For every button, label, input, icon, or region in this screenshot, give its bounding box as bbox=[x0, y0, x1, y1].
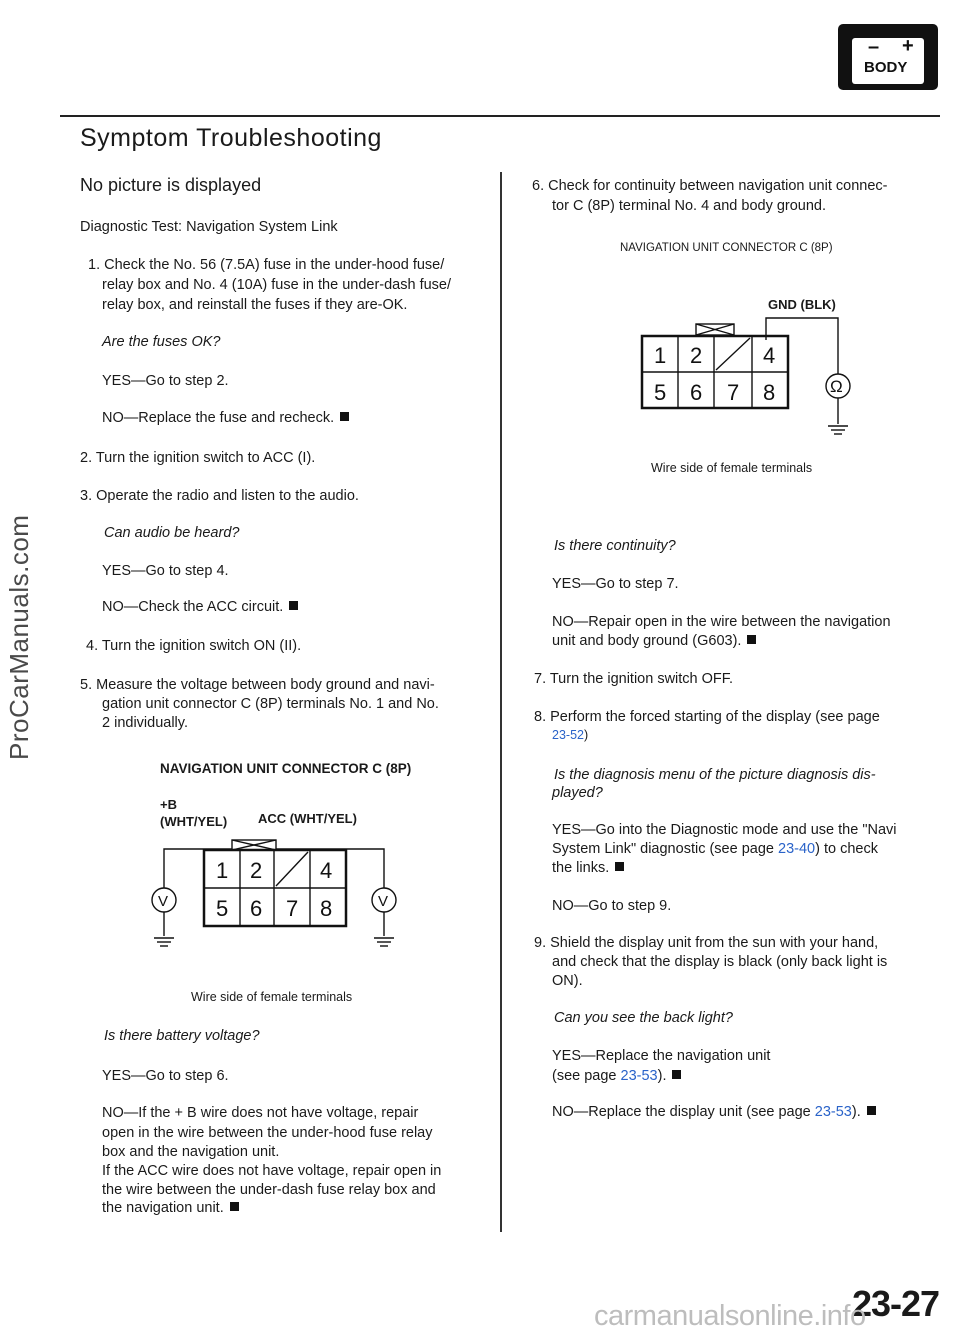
paren: ) bbox=[583, 728, 589, 742]
step-1-no bbox=[102, 409, 349, 428]
step-9-no-text-a: NO—Replace the display unit (see page bbox=[552, 1104, 815, 1120]
step-6-line-1: 6. Check for continuity between navigation unit connec- bbox=[532, 178, 888, 194]
pin-label: 4 bbox=[763, 343, 776, 368]
step-9-yes-line-2 bbox=[552, 1067, 681, 1086]
step-5-no-line-4: If the ACC wire does not have voltage, repair open in bbox=[102, 1163, 442, 1179]
page-number: 23-27 bbox=[852, 1283, 940, 1324]
step-8-yes-line-2 bbox=[552, 840, 878, 859]
step-5-line-2: gation unit connector C (8P) terminals No. 1 and No. bbox=[102, 696, 439, 712]
step-1-line-2: relay box and No. 4 (10A) fuse in the under-dash fuse/ bbox=[102, 277, 452, 293]
pin-label: 7 bbox=[727, 380, 740, 405]
step-8-yes-text-b: ) to check bbox=[815, 841, 878, 857]
pin-label: 6 bbox=[250, 896, 263, 921]
body-label: BODY bbox=[864, 59, 908, 76]
diagram-1-caption: Wire side of female terminals bbox=[191, 990, 353, 1004]
step-8-yes-line-1: YES—Go into the Diagnostic mode and use the "Navi bbox=[552, 822, 897, 838]
step-9-line-1: 9. Shield the display unit from the sun with your hand, bbox=[534, 935, 879, 951]
voltmeter-icon: V bbox=[378, 893, 389, 910]
step-8-line-2 bbox=[552, 727, 588, 744]
step-6-line-2: tor C (8P) terminal No. 4 and body ground. bbox=[552, 198, 827, 214]
end-square-icon bbox=[672, 1070, 681, 1079]
step-3-yes: YES—Go to step 4. bbox=[102, 563, 229, 579]
step-5-yes: YES—Go to step 6. bbox=[102, 1068, 229, 1084]
step-8-yes-text-a: System Link" diagnostic (see page bbox=[552, 841, 778, 857]
step-1-yes: YES—Go to step 2. bbox=[102, 373, 229, 389]
step-6-no-line-1: NO—Repair open in the wire between the navigation bbox=[552, 614, 891, 630]
step-5-no-line-6 bbox=[102, 1199, 239, 1218]
page-link-23-53[interactable]: 23-53 bbox=[814, 1104, 852, 1120]
step-9-no bbox=[552, 1103, 876, 1122]
step-3-no-text: NO—Check the ACC circuit. bbox=[102, 599, 284, 615]
diagram-2-gnd: GND (BLK) bbox=[768, 297, 836, 312]
pin-label: 5 bbox=[654, 380, 667, 405]
step-5-line-3: 2 individually. bbox=[102, 715, 188, 731]
step-8-no: NO—Go to step 9. bbox=[552, 898, 672, 914]
diagram-1-plusb-color: (WHT/YEL) bbox=[160, 814, 228, 829]
pin-label: 1 bbox=[216, 858, 229, 883]
diagram-1-title: NAVIGATION UNIT CONNECTOR C (8P) bbox=[160, 761, 412, 776]
step-9-yes-line-1: YES—Replace the navigation unit bbox=[552, 1048, 771, 1064]
step-5-no-line-1: NO—If the + B wire does not have voltage, repair bbox=[102, 1105, 419, 1121]
pin-label: 8 bbox=[320, 896, 333, 921]
step-8-question-line-2: played? bbox=[552, 785, 603, 801]
pin-label: 8 bbox=[763, 380, 776, 405]
step-3: 3. Operate the radio and listen to the audio. bbox=[80, 488, 359, 504]
step-9-yes-text-a: (see page bbox=[552, 1068, 621, 1084]
ohmmeter-icon: Ω bbox=[830, 377, 843, 396]
step-6-question: Is there continuity? bbox=[554, 538, 676, 554]
step-5-no-line-6-text: the navigation unit. bbox=[102, 1200, 224, 1216]
diagram-1-acc: ACC (WHT/YEL) bbox=[258, 811, 357, 826]
pin-label: 2 bbox=[250, 858, 263, 883]
diagram-2-caption: Wire side of female terminals bbox=[651, 461, 813, 475]
step-5-no-line-3: box and the navigation unit. bbox=[102, 1144, 280, 1160]
step-3-question: Can audio be heard? bbox=[104, 525, 240, 541]
step-9-question: Can you see the back light? bbox=[554, 1010, 733, 1026]
page-link-23-40[interactable]: 23-40 bbox=[778, 841, 816, 857]
battery-plus-icon: + bbox=[902, 35, 914, 57]
end-square-icon bbox=[289, 601, 298, 610]
page-title: Symptom Troubleshooting bbox=[80, 124, 382, 152]
pin-label: 7 bbox=[286, 896, 299, 921]
footer-site: carmanualsonline.info bbox=[594, 1300, 866, 1332]
step-6-yes: YES—Go to step 7. bbox=[552, 576, 679, 592]
step-5-no-line-5: the wire between the under-dash fuse relay box and bbox=[102, 1182, 436, 1198]
end-square-icon bbox=[747, 635, 756, 644]
step-9-line-3: ON). bbox=[552, 973, 583, 989]
header-rule bbox=[60, 115, 940, 117]
step-4: 4. Turn the ignition switch ON (II). bbox=[86, 638, 302, 654]
step-8-yes-line-3 bbox=[552, 859, 624, 878]
end-square-icon bbox=[230, 1202, 239, 1211]
step-1-line-3: relay box, and reinstall the fuses if they are-OK. bbox=[102, 297, 408, 313]
pin-label: 1 bbox=[654, 343, 667, 368]
step-3-no bbox=[102, 598, 298, 617]
page-link-23-53[interactable]: 23-53 bbox=[620, 1068, 658, 1084]
connector-diagram-1 bbox=[140, 828, 420, 958]
section-heading: No picture is displayed bbox=[80, 175, 262, 195]
end-square-icon bbox=[615, 862, 624, 871]
step-6-no-line-2 bbox=[552, 632, 756, 651]
step-9-yes-text-b: ). bbox=[657, 1068, 667, 1084]
step-7: 7. Turn the ignition switch OFF. bbox=[534, 671, 734, 687]
step-1-question: Are the fuses OK? bbox=[102, 334, 221, 350]
step-1-line-1: 1. Check the No. 56 (7.5A) fuse in the under-hood fuse/ bbox=[88, 257, 445, 273]
step-9-line-2: and check that the display is black (only back light is bbox=[552, 954, 888, 970]
diagram-1-plusb: +B bbox=[160, 797, 177, 812]
step-2: 2. Turn the ignition switch to ACC (I). bbox=[80, 450, 316, 466]
column-divider bbox=[500, 172, 502, 1232]
pin-label: 6 bbox=[690, 380, 703, 405]
battery-minus-icon: – bbox=[868, 36, 880, 58]
page-link-23-52[interactable]: 23-52 bbox=[552, 728, 584, 742]
step-8-line-1: 8. Perform the forced starting of the display (see page bbox=[534, 709, 880, 725]
pin-label: 5 bbox=[216, 896, 229, 921]
step-5-question: Is there battery voltage? bbox=[104, 1028, 260, 1044]
pin-label: 4 bbox=[320, 858, 333, 883]
body-badge bbox=[838, 24, 938, 90]
diagram-2-title: NAVIGATION UNIT CONNECTOR C (8P) bbox=[620, 242, 833, 254]
end-square-icon bbox=[867, 1106, 876, 1115]
step-8-yes-line-3-text: the links. bbox=[552, 860, 610, 876]
step-1-no-text: NO—Replace the fuse and recheck. bbox=[102, 410, 335, 426]
step-6-no-line-2-text: unit and body ground (G603). bbox=[552, 633, 742, 649]
voltmeter-icon: V bbox=[158, 893, 169, 910]
watermark: ProCarManuals.com bbox=[4, 514, 34, 760]
end-square-icon bbox=[340, 412, 349, 421]
step-5-no-line-2: open in the wire between the under-hood fuse relay bbox=[102, 1125, 433, 1141]
step-9-no-text-b: ). bbox=[851, 1104, 861, 1120]
diagnostic-test-label: Diagnostic Test: Navigation System Link bbox=[80, 219, 338, 235]
step-8-question-line-1: Is the diagnosis menu of the picture diagnosis dis- bbox=[554, 767, 876, 783]
step-5-line-1: 5. Measure the voltage between body ground and navi- bbox=[80, 677, 435, 693]
connector-diagram-2 bbox=[620, 310, 870, 445]
pin-label: 2 bbox=[690, 343, 703, 368]
